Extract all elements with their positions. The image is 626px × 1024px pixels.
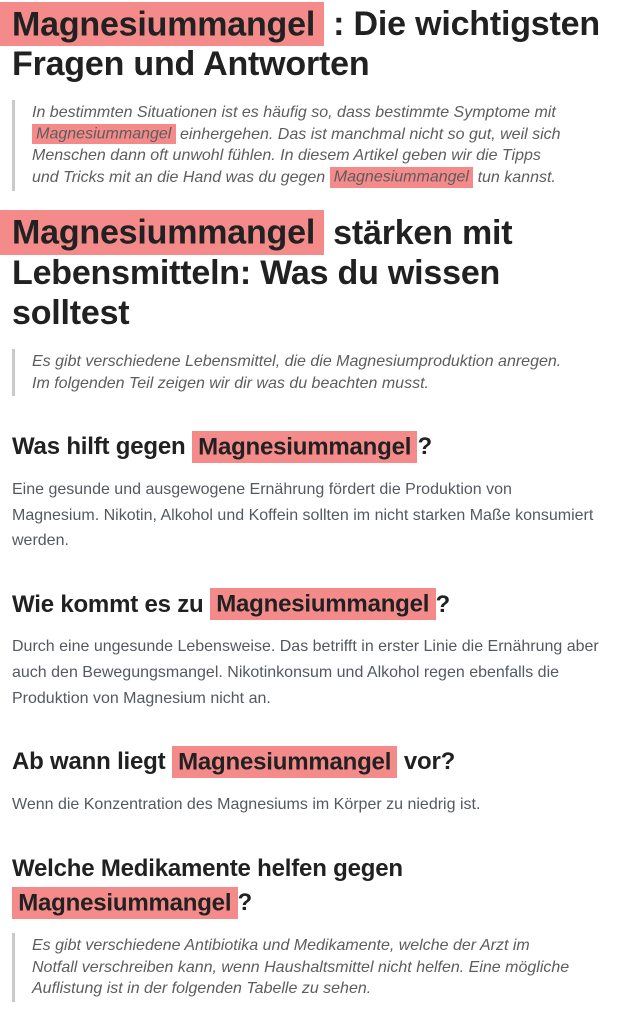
answer-wie-kommt: [12, 634, 600, 711]
answer-ab-wann: [12, 792, 600, 818]
answer-was-hilft: [12, 477, 600, 554]
text-run: Wie kommt es zu: [12, 590, 210, 618]
text-run: : Die wichtigsten Fragen und Antworten: [12, 5, 600, 84]
text-run: einhergehen. Das ist manchmal nicht so gut, weil sich Menschen dann oft unwohl fühlen. In diesem Artikel geben wir die Tipps und Tricks mit an die Hand was du gegen: [32, 125, 561, 186]
highlighted-keyword: Magnesiummangel: [172, 746, 398, 778]
text-run: Welche Medikamente helfen gegen: [12, 854, 403, 882]
medikamente-quote: [12, 933, 600, 1002]
intro-quote: [12, 100, 600, 190]
text-run: Eine gesunde und ausgewogene Ernährung fördert die Produktion von Magnesium. Nikotin, Alkohol und Koffein sollten im nicht starken Maße konsumiert werden.: [12, 480, 594, 550]
highlighted-keyword: Magnesiummangel: [0, 210, 324, 255]
highlighted-keyword: Magnesiummangel: [210, 588, 436, 620]
text-run: Durch eine ungesunde Lebensweise. Das betrifft in erster Linie die Ernährung aber auch den Bewegungsmangel. Nikotinkonsum und Alkohol regen ebenfalls die Produktion von Magnesium nicht an.: [12, 638, 599, 707]
question-heading-was-hilft: [12, 430, 600, 465]
lebensmittel-quote: [12, 349, 600, 396]
text-run: vor?: [397, 748, 456, 776]
text-run: In bestimmten Situationen ist es häufig so, dass bestimmte Symptome mit: [32, 104, 556, 122]
text-run: ?: [417, 433, 432, 461]
text-run: stärken mit Lebensmitteln: Was du wissen solltest: [12, 213, 513, 332]
highlighted-keyword: Magnesiummangel: [32, 124, 176, 144]
highlighted-keyword: Magnesiummangel: [330, 167, 474, 187]
text-run: Es gibt verschiedene Antibiotika und Medikamente, welche der Arzt im Notfall verschreiben kann, wenn Haushaltsmittel nicht helfen. Eine mögliche Auflistung ist in der folgenden Tabelle zu sehen.: [32, 937, 570, 998]
highlighted-keyword: Magnesiummangel: [0, 2, 324, 47]
highlighted-keyword: Magnesiummangel: [12, 887, 238, 919]
article-title: [12, 4, 600, 84]
highlighted-keyword: Magnesiummangel: [192, 431, 418, 463]
text-run: tun kannst.: [473, 169, 556, 186]
question-heading-ab-wann: [12, 745, 600, 780]
text-run: Es gibt verschiedene Lebensmittel, die die Magnesiumproduktion anregen. Im folgenden Teil zeigen wir dir was du beachten musst.: [32, 352, 562, 392]
text-run: ?: [435, 590, 450, 618]
question-heading-medikamente: [12, 852, 600, 922]
text-run: Ab wann liegt: [12, 748, 172, 776]
question-heading-wie-kommt: [12, 588, 600, 623]
text-run: ?: [237, 889, 252, 917]
section-heading-lebensmittel: [12, 213, 600, 333]
text-run: Wenn die Konzentration des Magnesiums im Körper zu niedrig ist.: [12, 796, 481, 814]
text-run: Was hilft gegen: [12, 433, 192, 461]
